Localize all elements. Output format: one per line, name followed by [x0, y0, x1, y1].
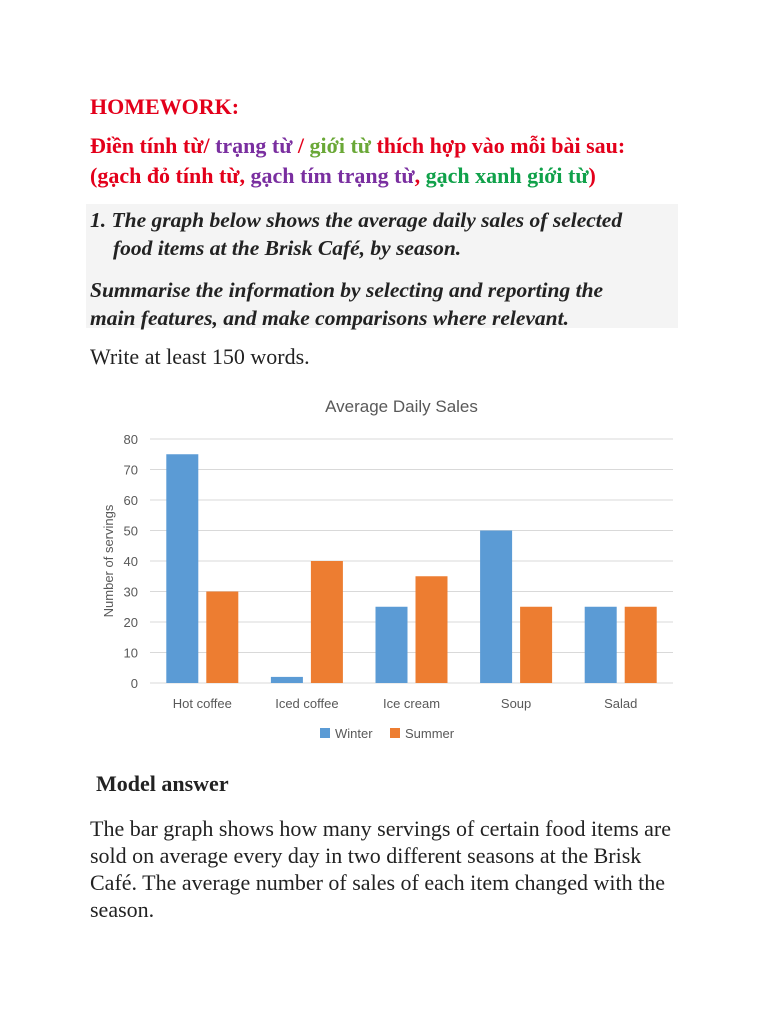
model-answer-paragraph: The bar graph shows how many servings of certain food items are sold on average every day in two different seasons at the Brisk Café. The average number of sales of each item changed with the season. [90, 816, 672, 922]
task-question [90, 206, 690, 262]
bar-winter-ice-cream [376, 607, 408, 683]
task-summarise [90, 276, 690, 332]
task-question-line-1: 1. The graph below shows the average daily sales of selected [90, 208, 623, 232]
instruction-separator: / [292, 133, 310, 158]
y-tick-label: 30 [123, 584, 138, 600]
x-tick-label: Salad [604, 696, 638, 711]
bar-summer-ice-cream [416, 576, 448, 683]
model-answer-heading: Model answer [96, 771, 229, 796]
bar-winter-hot-coffee [166, 454, 198, 683]
instruction-adjective-text: Điền tính từ/ [90, 133, 216, 158]
instruction-close-paren: ) [588, 163, 596, 188]
bar-winter-salad [585, 607, 617, 683]
task-question-line-2: food items at the Brisk Café, by season. [113, 236, 462, 260]
legend-label-summer: Summer [405, 726, 455, 741]
y-tick-label: 60 [123, 493, 138, 508]
bar-summer-iced-coffee [311, 561, 343, 683]
x-tick-label: Ice cream [382, 696, 441, 711]
instruction-green-underline-text: gạch xanh giới từ [425, 163, 589, 188]
y-tick-label: 70 [123, 462, 138, 478]
y-tick-label: 40 [123, 554, 138, 569]
x-tick-label: Iced coffee [275, 696, 339, 711]
bar-summer-salad [625, 607, 657, 683]
y-tick-label: 80 [123, 432, 138, 447]
task-summarise-line-1: Summarise the information by selecting and reporting the [90, 278, 604, 302]
instruction-preposition-text: giới từ [309, 133, 371, 158]
instruction-tail-text: thích hợp vào mỗi bài sau: [370, 133, 626, 158]
y-tick-label: 10 [123, 645, 138, 661]
homework-title: HOMEWORK: [90, 94, 240, 119]
legend-swatch-summer [390, 728, 400, 738]
bar-winter-soup [480, 531, 512, 684]
legend-swatch-winter [320, 728, 330, 738]
x-tick-label: Soup [500, 696, 532, 711]
chart-title: Average Daily Sales [325, 397, 478, 416]
bar-summer-soup [520, 607, 552, 683]
legend-label-winter: Winter [335, 726, 373, 741]
y-tick-label: 50 [123, 523, 138, 539]
instruction-comma: , [414, 163, 426, 188]
instruction-red-underline-text: (gạch đỏ tính từ, [90, 163, 251, 188]
task-summarise-line-2: main features, and make comparisons where relevant. [90, 306, 569, 330]
bar-summer-hot-coffee [206, 592, 238, 684]
y-tick-label: 0 [130, 676, 138, 691]
bar-winter-iced-coffee [271, 677, 303, 683]
word-count-instruction: Write at least 150 words. [90, 344, 310, 369]
instruction-adverb-text: trạng từ [215, 133, 293, 158]
bar-chart [90, 385, 690, 760]
x-tick-label: Hot coffee [172, 696, 232, 711]
y-tick-label: 20 [123, 615, 138, 630]
y-axis-label: Number of servings [101, 504, 116, 618]
instruction-purple-underline-text: gạch tím trạng từ [250, 163, 415, 188]
instruction-line-1 [90, 131, 730, 161]
instruction-line-2 [90, 161, 730, 191]
